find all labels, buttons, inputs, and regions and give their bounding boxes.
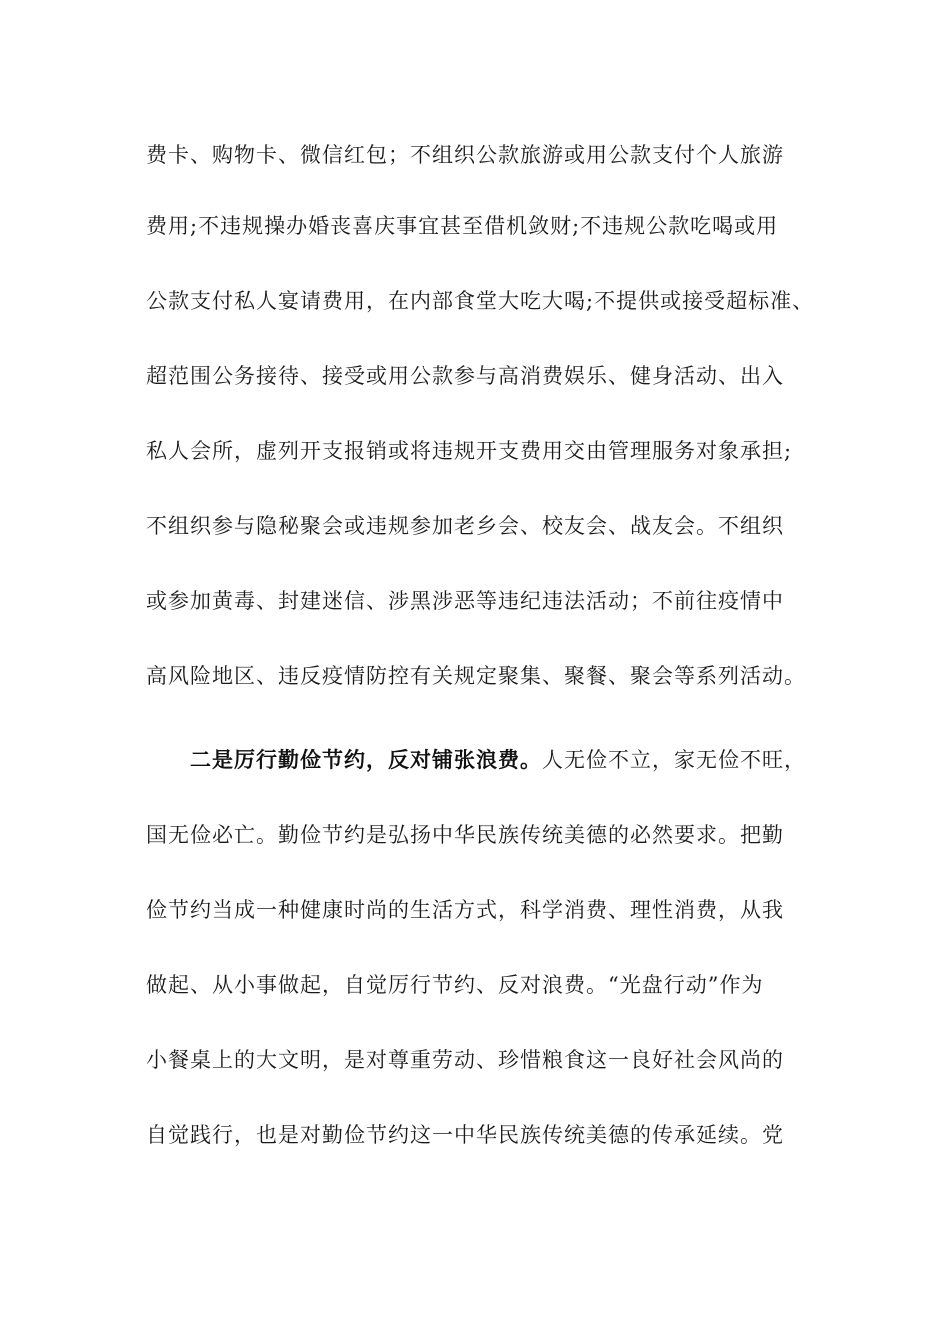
paragraph-1-line: 费卡、购物卡、微信红包；不组织公款旅游或用公款支付个人旅游 — [146, 143, 784, 167]
paragraph-1-line: 超范围公务接待、接受或用公款参与高消费娱乐、健身活动、出入 — [146, 364, 784, 388]
paragraph-1-line: 或参加黄毒、封建迷信、涉黑涉恶等违纪违法活动；不前往疫情中 — [146, 589, 784, 613]
paragraph-1-line: 费用;不违规操办婚丧喜庆事宜甚至借机敛财;不违规公款吃喝或用 — [146, 214, 779, 238]
paragraph-1-line: 私人会所，虚列开支报销或将违规开支费用交由管理服务对象承担; — [146, 439, 793, 463]
paragraph-2-line: 国无俭必亡。勤俭节约是弘扬中华民族传统美德的必然要求。把勤 — [146, 823, 784, 847]
paragraph-2-first-line-text: 人无俭不立，家无俭不旺， — [542, 748, 806, 772]
paragraph-1-line: 高风险地区、违反疫情防控有关规定聚集、聚餐、聚会等系列活动。 — [146, 664, 806, 688]
paragraph-1-line: 不组织参与隐秘聚会或违规参加老乡会、校友会、战友会。不组织 — [146, 514, 784, 538]
paragraph-2-line: 做起、从小事做起，自觉厉行节约、反对浪费。“光盘行动”作为 — [146, 973, 764, 997]
paragraph-1-line: 公款支付私人宴请费用，在内部食堂大吃大喝;不提供或接受超标准、 — [146, 289, 815, 313]
section-heading: 二是厉行勤俭节约，反对铺张浪费。 — [190, 747, 542, 772]
paragraph-2-line: 俭节约当成一种健康时尚的生活方式，科学消费、理性消费，从我 — [146, 898, 784, 922]
paragraph-2-first-line — [190, 745, 806, 775]
paragraph-2-line: 自觉践行，也是对勤俭节约这一中华民族传统美德的传承延续。党 — [146, 1123, 784, 1147]
paragraph-2-line: 小餐桌上的大文明，是对尊重劳动、珍惜粮食这一良好社会风尚的 — [146, 1048, 784, 1072]
